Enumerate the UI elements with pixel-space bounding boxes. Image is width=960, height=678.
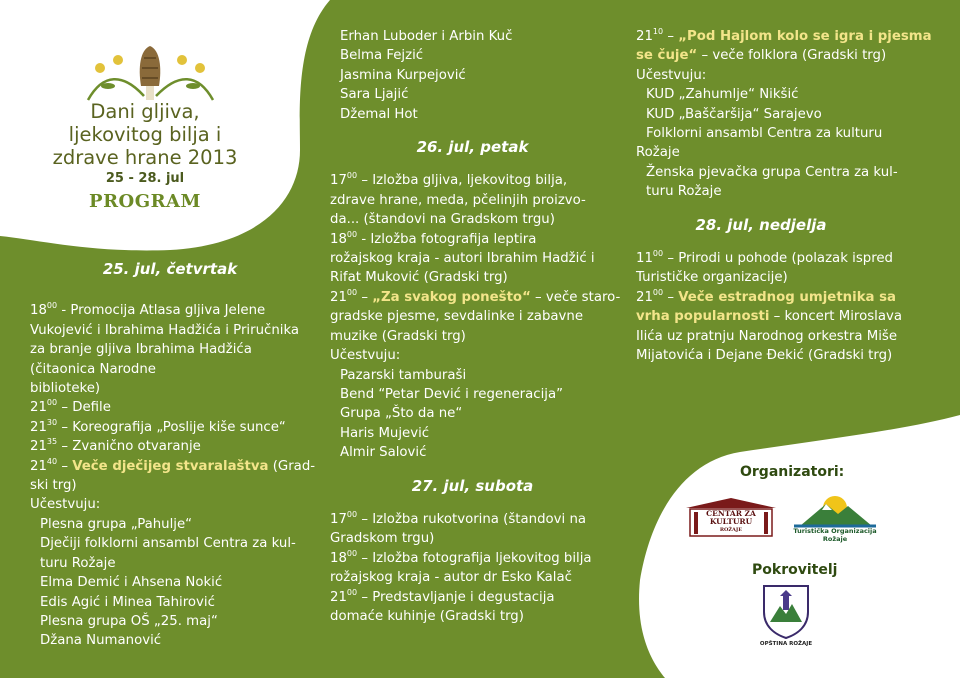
participant: Pazarski tamburaši <box>340 367 467 383</box>
participant: Elma Demić i Ahsena Nokić <box>40 575 223 591</box>
participant: Plesna grupa OŠ „25. maj“ <box>40 613 218 629</box>
text-line: Rifat Muković (Gradski trg) <box>330 270 508 286</box>
participant: Džana Numanović <box>40 633 162 649</box>
participant: Džemal Hot <box>340 106 418 122</box>
text-line: biblioteke) <box>30 381 101 397</box>
program-label: PROGRAM <box>89 191 201 212</box>
organizers-label: Organizatori: <box>740 464 845 480</box>
event-line: $18^{00}$ – Izložba fotografija ljekovitog bilja <box>330 548 592 566</box>
participants-label: Učestvuju: <box>636 67 707 83</box>
event-line: $21^{00}$ – Defile <box>30 398 111 416</box>
text-line: ski trg) <box>30 478 77 494</box>
event-line: $21^{00}$ – „Za svakog ponešto“ – veče staro- <box>330 287 621 305</box>
event-line: se čuje“ – veče folklora (Gradski trg) <box>636 48 887 64</box>
event-line: $21^{00}$ – Veče estradnog umjetnika sa <box>636 287 897 305</box>
text-line: zdrave hrane, meda, pčelinjih proizvo- <box>330 192 586 208</box>
participant: Sara Ljajić <box>340 87 409 103</box>
participant: Ženska pjevačka grupa Centra za kul- <box>646 164 898 180</box>
column-day1 <box>30 250 316 651</box>
text-line: Mijatovića i Dejane Đekić (Gradski trg) <box>636 348 893 364</box>
participant: Plesna grupa „Pahulje“ <box>40 516 193 532</box>
text-line: Vukojević i Ibrahima Hadžića i Priručnika <box>30 322 300 338</box>
festival-title <box>40 100 250 212</box>
text-line: Gradskom trgu) <box>330 531 435 547</box>
event-line: $21^{10}$ – „Pod Hajlom kolo se igra i pjesma <box>636 27 932 44</box>
text-line: (čitaonica Narodne <box>30 361 156 377</box>
participant: Rožaje <box>636 145 680 161</box>
text-line: rožajskog kraja - autor dr Esko Kalač <box>330 570 572 586</box>
text-line: gradske pjesme, sevdalinke i zabavne <box>330 309 584 325</box>
participant: Haris Mujević <box>340 425 430 441</box>
mountain-logo-icon <box>786 494 884 528</box>
event-line: $17^{00}$ – Izložba gljiva, ljekovitog bilja, <box>330 171 568 189</box>
participant: Bend “Petar Dević i regeneracija” <box>340 386 564 402</box>
day2-heading: 26. jul, petak <box>416 138 529 157</box>
title-line-2: ljekovitog bilja i <box>68 123 222 146</box>
turisticka-text: Turistička Organizacija Rožaje <box>793 527 877 543</box>
day1-heading: 25. jul, četvrtak <box>102 260 238 278</box>
participant: turu Rožaje <box>646 184 722 200</box>
text-line: muzike (Gradski trg) <box>330 328 466 344</box>
participant: turu Rožaje <box>40 555 116 571</box>
event-line: $21^{00}$ – Predstavljanje i degustacija <box>330 587 555 605</box>
sponsor-label: Pokrovitelj <box>752 562 838 578</box>
participant: Belma Fejzić <box>340 48 424 64</box>
centar-text-2: KULTURU <box>709 517 753 526</box>
event-line: $11^{00}$ – Prirodi u pohode (polazak ispred <box>636 249 893 267</box>
event-line: $21^{40}$ – Veče dječijeg stvaralaštva (Grad- <box>30 456 316 474</box>
participant: Erhan Luboder i Arbin Kuč <box>340 29 513 44</box>
text-line: Turističke organizacije) <box>636 270 788 286</box>
text-line: za branje gljiva Ibrahima Hadžića <box>30 342 252 358</box>
event-line: $17^{00}$ – Izložba rukotvorina (štandovi na <box>330 509 587 527</box>
text-line: rožajskog kraja - autori Ibrahim Hadžić i <box>330 251 595 267</box>
participant: Dječiji folklorni ansambl Centra za kul- <box>40 536 296 552</box>
event-line: $21^{35}$ – Zvanično otvaranje <box>30 437 201 455</box>
text-line: Ilića uz pratnju Narodnog orkestra Miše <box>636 328 898 344</box>
participant: Jasmina Kurpejović <box>340 67 466 83</box>
centar-text-1: CENTAR ZA <box>706 509 756 518</box>
participant: Edis Agić i Minea Tahirović <box>40 594 215 610</box>
event-line: vrha popularnosti – koncert Miroslava <box>636 309 903 325</box>
event-line: $18^{00}$ - Promocija Atlasa gljiva Jelene <box>30 301 266 319</box>
turisticka-organizacija-logo <box>786 494 884 542</box>
participant: KUD „Zahumlje“ Nikšić <box>646 87 799 103</box>
festival-dates: 25 - 28. jul <box>105 171 185 186</box>
opstina-rozaje-logo <box>756 582 816 652</box>
participants-label: Učestvuju: <box>30 497 101 513</box>
participants-label: Učestvuju: <box>330 348 401 364</box>
participant: Almir Salović <box>340 445 427 461</box>
column-day4 <box>636 27 936 366</box>
day3-heading: 27. jul, subota <box>411 476 534 495</box>
opstina-text: OPŠTINA ROŽAJE <box>759 641 813 647</box>
title-line-1: Dani gljiva, <box>90 100 200 123</box>
title-line-3: zdrave hrane 2013 <box>52 146 238 169</box>
coat-of-arms-icon <box>756 582 816 640</box>
column-day2 <box>330 27 621 626</box>
participant: Grupa „Što da ne“ <box>340 406 463 422</box>
event-line: $21^{30}$ – Koreografija „Poslije kiše sunce“ <box>30 417 286 435</box>
text-line: domaće kuhinje (Gradski trg) <box>330 608 524 624</box>
event-line: $18^{00}$ - Izložba fotografija leptira <box>330 229 537 247</box>
participant: KUD „Baščaršija“ Sarajevo <box>646 106 822 122</box>
centar-text-3: ROŽAJE <box>719 527 743 533</box>
centar-za-kulturu-logo <box>684 496 778 540</box>
participant: Folklorni ansambl Centra za kulturu <box>646 126 883 142</box>
mushroom-logo-icon <box>78 38 223 108</box>
text-line: da... (štandovi na Gradskom trgu) <box>330 212 555 228</box>
day4-heading: 28. jul, nedjelja <box>695 215 827 234</box>
